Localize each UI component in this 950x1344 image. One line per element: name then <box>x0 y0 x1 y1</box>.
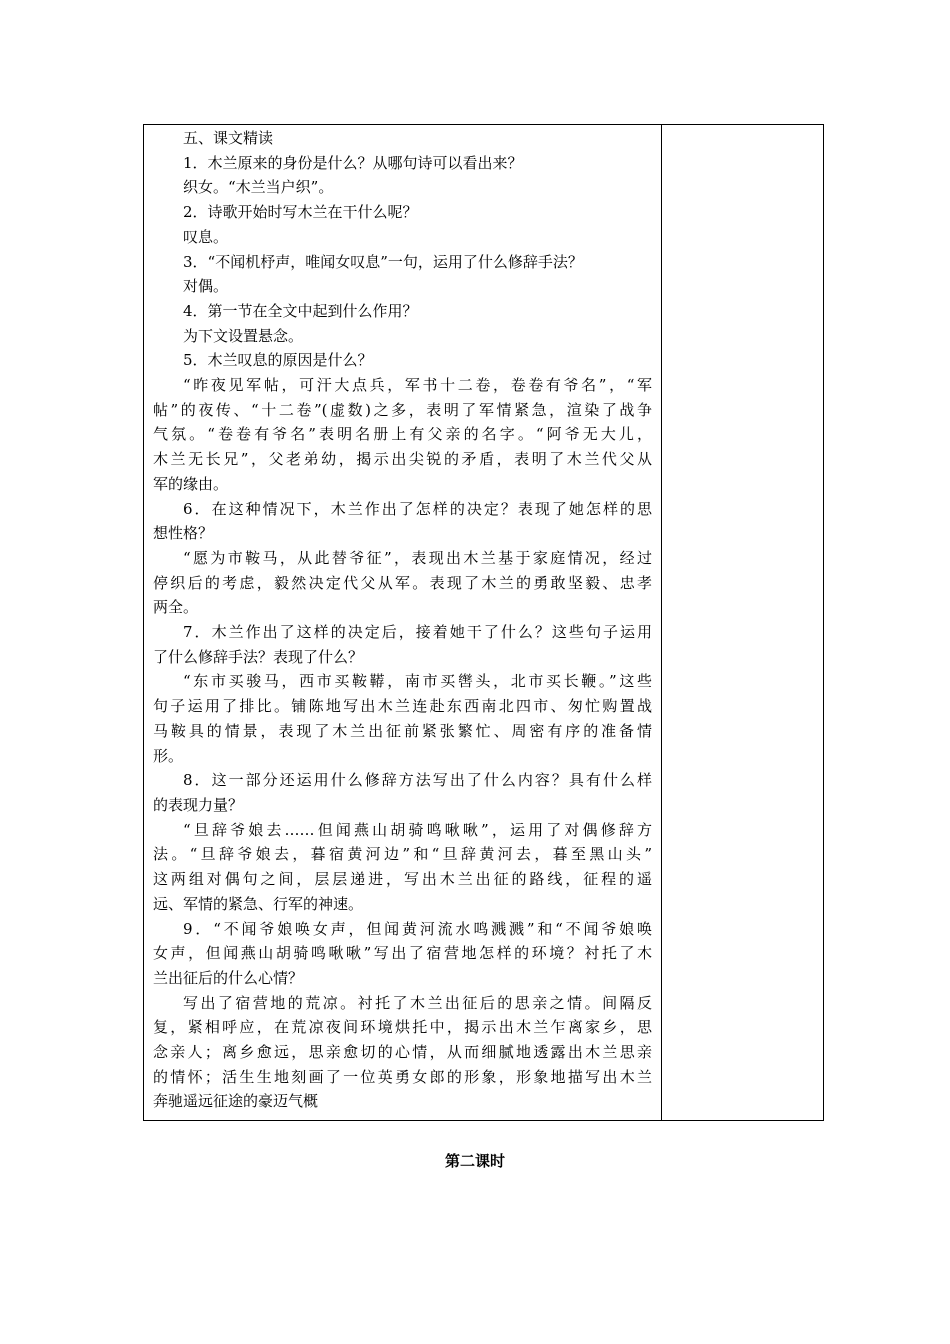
text-line: 3．“不闻机杼声，唯闻女叹息”一句，运用了什么修辞手法？ <box>183 252 583 271</box>
text-line: 奔驰遥远征途的豪迈气概 <box>153 1092 319 1111</box>
text-line: 兰出征后的什么心情？ <box>153 968 304 987</box>
text-line: 停织后的考虑，毅然决定代父从军。表现了木兰的勇敢坚毅、忠孝 <box>153 573 652 592</box>
text-line: 为下文设置悬念。 <box>183 326 304 345</box>
text-line: 形。 <box>153 746 184 765</box>
text-line: 叹息。 <box>183 227 229 246</box>
text-line: 气氛。“卷卷有爷名”表明名册上有父亲的名字。“阿爷无大儿， <box>153 425 652 444</box>
text-line: 想性格？ <box>153 524 214 543</box>
text-line: 念亲人；离乡愈远，思亲愈切的心情，从而细腻地透露出木兰思亲 <box>153 1043 652 1062</box>
text-line: 对偶。 <box>183 277 229 296</box>
text-line: 复，紧相呼应，在荒凉夜间环境烘托中，揭示出木兰乍离家乡，思 <box>153 1018 652 1037</box>
text-line: 7．木兰作出了这样的决定后，接着她干了什么？这些句子运用 <box>183 623 652 642</box>
text-line: 远、军情的紧急、行军的神速。 <box>153 894 364 913</box>
text-line: “东市买骏马，西市买鞍鞯，南市买辔头，北市买长鞭。”这些 <box>183 672 652 691</box>
text-line: 了什么修辞手法？表现了什么？ <box>153 647 364 666</box>
text-line: 这两组对偶句之间，层层递进，写出木兰出征的路线，征程的遥 <box>153 870 652 889</box>
text-line: 2．诗歌开始时写木兰在干什么呢？ <box>183 203 418 222</box>
text-line: 的表现力量？ <box>153 795 244 814</box>
text-line: 句子运用了排比。铺陈地写出木兰连赴东西南北四市、匆忙购置战 <box>153 697 652 716</box>
text-line: 军的缘由。 <box>153 474 229 493</box>
text-line: 的情怀；活生生地刻画了一位英勇女郎的形象，形象地描写出木兰 <box>153 1067 652 1086</box>
text-line: 两全。 <box>153 598 199 617</box>
text-line: 9．“不闻爷娘唤女声，但闻黄河流水鸣溅溅”和“不闻爷娘唤 <box>183 919 652 938</box>
text-line: 8．这一部分还运用什么修辞方法写出了什么内容？具有什么样 <box>183 771 652 790</box>
text-line: 马鞍具的情景，表现了木兰出征前紧张繁忙、周密有序的准备情 <box>153 721 652 740</box>
text-line: 6．在这种情况下，木兰作出了怎样的决定？表现了她怎样的思 <box>183 499 652 518</box>
text-line: 写出了宿营地的荒凉。衬托了木兰出征后的思亲之情。间隔反 <box>183 993 652 1012</box>
text-line: 织女。“木兰当户织”。 <box>183 178 334 197</box>
text-line: 女声，但闻燕山胡骑鸣啾啾”写出了宿营地怎样的环境？衬托了木 <box>153 944 652 963</box>
lesson-content-cell <box>144 125 662 1120</box>
text-line: 法。“旦辞爷娘去，暮宿黄河边”和“旦辞黄河去，暮至黑山头” <box>153 845 652 864</box>
text-line: 木兰无长兄”，父老弟幼，揭示出尖锐的矛盾，表明了木兰代父从 <box>153 450 652 469</box>
text-line: 五、课文精读 <box>183 129 274 147</box>
text-line: 帖”的夜传、“十二卷”(虚数)之多，表明了军情紧急，渲染了战争 <box>153 400 652 419</box>
notes-column-cell <box>662 125 823 1120</box>
lesson-table <box>143 124 824 1121</box>
text-line: 4．第一节在全文中起到什么作用？ <box>183 301 418 320</box>
text-line: 5．木兰叹息的原因是什么？ <box>183 351 373 370</box>
text-line: 1．木兰原来的身份是什么？从哪句诗可以看出来？ <box>183 153 523 172</box>
text-line: “旦辞爷娘去……但闻燕山胡骑鸣啾啾”，运用了对偶修辞方 <box>183 820 652 839</box>
text-line: “昨夜见军帖，可汗大点兵，军书十二卷，卷卷有爷名”，“军 <box>183 376 652 395</box>
section-heading: 第二课时 <box>444 1152 505 1170</box>
text-line: “愿为市鞍马，从此替爷征”，表现出木兰基于家庭情况，经过 <box>183 548 652 567</box>
